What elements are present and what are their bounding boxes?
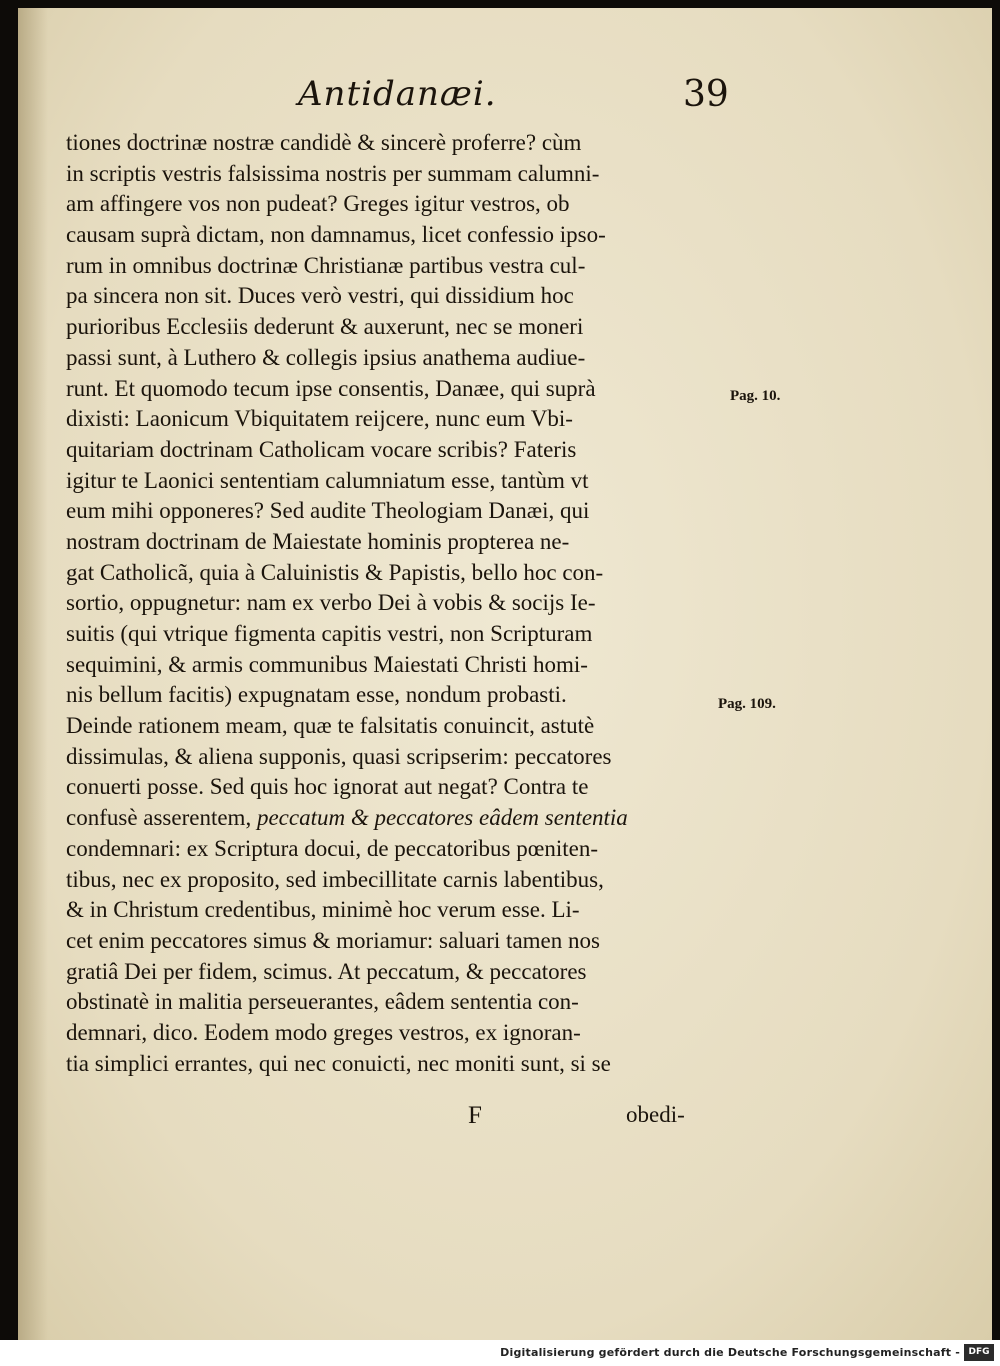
text-line: eum mihi opponeres? Sed audite Theologiam Danæi, qui	[66, 498, 590, 524]
text-line: gat Catholicã, quia à Caluinistis & Papistis, bello hoc con-	[66, 559, 604, 585]
text-line: tiones doctrinæ nostræ candidè & sincerè proferre? cùm	[66, 130, 582, 155]
text-line: conuerti posse. Sed quis hoc ignorat aut negat? Contra te	[66, 774, 589, 800]
text-line: nostram doctrinam de Maiestate hominis propterea ne-	[66, 528, 570, 554]
text-line: tia simplici errantes, qui nec conuicti, nec moniti sunt, si se	[66, 1050, 611, 1076]
text-line: passi sunt, à Luthero & collegis ipsius anathema audiue-	[66, 344, 586, 370]
text-line: Deinde rationem meam, quæ te falsitatis conuincit, astutè	[66, 713, 595, 739]
digitization-footer	[0, 1340, 1000, 1366]
text-line: obstinatè in malitia perseuerantes, eâdem sententia con-	[66, 989, 579, 1015]
signature-mark: F	[468, 1102, 482, 1129]
italic-quotation: peccatum & peccatores eâdem sententia	[256, 805, 628, 831]
dfg-logo-icon: DFG	[964, 1344, 994, 1361]
page-number: 39	[683, 74, 729, 115]
text-line: rum in omnibus doctrinæ Christianæ partibus vestra cul-	[66, 252, 586, 278]
text-line: suitis (qui vtrique figmenta capitis vestri, non Scripturam	[66, 621, 593, 646]
text-segment: confusè asserentem,	[66, 805, 252, 831]
margin-note-page-ref: Pag. 109.	[718, 696, 776, 712]
margin-note-page-ref: Pag. 10.	[730, 388, 781, 404]
digitization-credit: Digitalisierung gefördert durch die Deutsche Forschungsgemeinschaft -	[500, 1346, 960, 1359]
text-line: cet enim peccatores simus & moriamur: saluari tamen nos	[66, 927, 600, 953]
text-line: purioribus Ecclesiis dederunt & auxerunt, nec se moneri	[66, 314, 584, 340]
page-gutter-shadow	[18, 8, 48, 1340]
text-line: pa sincera non sit. Duces verò vestri, qui dissidium hoc	[66, 283, 574, 309]
text-line: igitur te Laonici sententiam calumniatum esse, tantùm vt	[66, 467, 589, 493]
text-line: tibus, nec ex proposito, sed imbecillitate carnis labentibus,	[66, 866, 604, 892]
text-line: demnari, dico. Eodem modo greges vestros, ex ignoran-	[66, 1019, 581, 1045]
catchword: obedi-	[626, 1102, 685, 1127]
text-line: causam suprà dictam, non damnamus, licet confessio ipso-	[66, 222, 606, 248]
text-line: condemnari: ex Scriptura docui, de peccatoribus pœniten-	[66, 835, 599, 861]
text-line: quitariam doctrinam Catholicam vocare scribis? Fateris	[66, 436, 577, 462]
text-line: sortio, oppugnetur: nam ex verbo Dei à vobis & socijs Ie-	[66, 590, 596, 616]
text-line: am affingere vos non pudeat? Greges igitur vestros, ob	[66, 191, 570, 217]
text-line: gratiâ Dei per fidem, scimus. At peccatum, & peccatores	[66, 958, 587, 984]
running-head: Antidanæi.	[298, 74, 497, 114]
text-line: sequimini, & armis communibus Maiestati Christi homi-	[66, 651, 588, 677]
text-line: nis bellum facitis) expugnatam esse, nondum probasti.	[66, 682, 567, 708]
text-line: dissimulas, & aliena supponis, quasi scripserim: peccatores	[66, 743, 612, 769]
text-line: in scriptis vestris falsissima nostris per summam calumni-	[66, 160, 600, 186]
body-text	[66, 128, 746, 1079]
text-line: dixisti: Laonicum Vbiquitatem reijcere, nunc eum Vbi-	[66, 406, 573, 432]
text-line-with-italic	[66, 803, 746, 834]
text-line: & in Christum credentibus, minimè hoc verum esse. Li-	[66, 897, 580, 923]
book-page	[18, 8, 992, 1340]
text-line: runt. Et quomodo tecum ipse consentis, Danæe, qui suprà	[66, 375, 596, 401]
